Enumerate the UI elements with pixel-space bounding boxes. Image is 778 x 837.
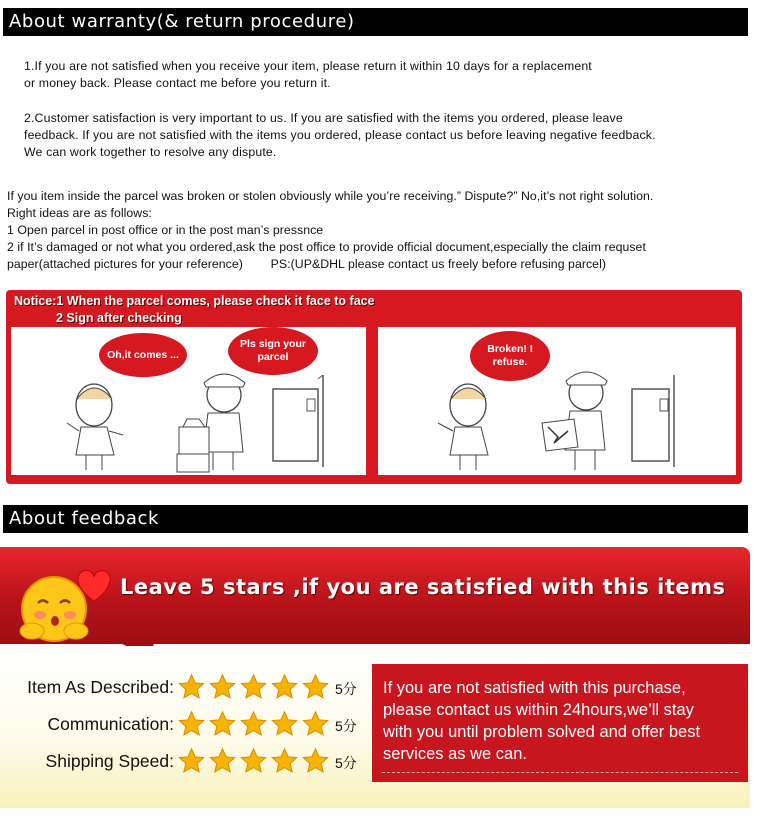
star-icon: [239, 673, 268, 701]
refusal-illustration-icon: [378, 327, 736, 475]
rating-score: 5分: [335, 681, 357, 697]
star-icon: [208, 710, 237, 738]
star-icon: [177, 710, 206, 738]
message-line: services as we can.: [383, 745, 527, 763]
rating-label: Communication:: [47, 713, 174, 734]
feedback-banner: [0, 547, 750, 644]
notice-line-1: Notice:1 When the parcel comes, please check it face to face: [14, 294, 375, 308]
warranty-para-1-line: or money back. Please contact me before you return it.: [24, 76, 331, 90]
banner-text: Leave 5 stars ,if you are satisfied with this items: [120, 575, 726, 599]
speech-bubble-arrival: Oh,it comes ...: [99, 333, 187, 377]
warranty-para-3-line: Right ideas are as follows:: [7, 206, 152, 220]
star-icon: [177, 673, 206, 701]
star-icon: [270, 747, 299, 775]
notice-line-2: 2 Sign after checking: [56, 311, 182, 325]
notice-panel: [6, 290, 742, 484]
warranty-para-3-line: If you item inside the parcel was broken or stolen obviously while you’re receiving.” Dispute?” No,it’s not right solution.: [7, 189, 654, 203]
star-icon: [270, 673, 299, 701]
message-line: please contact us within 24hours,we’ll stay: [383, 701, 694, 719]
star-icon: [208, 747, 237, 775]
warranty-para-2-line: feedback. If you are not satisfied with the items you ordered, please contact us before leaving negative feedback.: [24, 128, 656, 142]
star-icon: [301, 673, 330, 701]
star-icon: [239, 710, 268, 738]
rating-label: Item As Described:: [27, 676, 174, 697]
rating-row: [0, 746, 357, 776]
scene-refuse: [378, 327, 736, 475]
star-group: [177, 710, 332, 738]
dashed-divider: [382, 772, 738, 773]
speech-bubble-sign: Pls sign your parcel: [228, 327, 318, 375]
warranty-para-2-line: We can work together to resolve any dispute.: [24, 145, 277, 159]
satisfaction-message-box: [372, 664, 748, 782]
rating-row: [0, 672, 357, 702]
star-icon: [239, 747, 268, 775]
star-icon: [270, 710, 299, 738]
warranty-para-1: [24, 58, 592, 92]
warranty-para-3-line: paper(attached pictures for your reference) PS:(UP&DHL please contact us freely before refusing parcel): [7, 257, 606, 271]
rating-row: [0, 709, 357, 739]
warranty-para-2: [24, 110, 656, 161]
rating-score: 5分: [335, 755, 357, 771]
warranty-para-3-line: 1 Open parcel in post office or in the post man’s pressnce: [7, 223, 324, 237]
rating-label: Shipping Speed:: [45, 750, 174, 771]
star-icon: [177, 747, 206, 775]
message-line: If you are not satisfied with this purchase,: [383, 679, 686, 697]
warranty-para-1-line: 1.If you are not satisfied when you receive your item, please return it within 10 days for a replacement: [24, 59, 592, 73]
star-icon: [301, 710, 330, 738]
warranty-para-3-line: 2 if It’s damaged or not what you ordered,ask the post office to provide official document,especially the claim requset: [7, 240, 646, 254]
star-group: [177, 673, 332, 701]
star-group: [177, 747, 332, 775]
message-line: with you until problem solved and offer best: [383, 723, 701, 741]
scene-receive: [11, 327, 366, 475]
smiley-heart-icon: [8, 551, 118, 651]
notice-text: [14, 293, 375, 327]
speech-bubble-refuse: Broken! I refuse.: [470, 331, 550, 381]
rating-score: 5分: [335, 718, 357, 734]
star-icon: [208, 673, 237, 701]
star-icon: [301, 747, 330, 775]
feedback-header: About feedback: [3, 505, 748, 533]
warranty-para-3: [7, 188, 653, 273]
warranty-para-2-line: 2.Customer satisfaction is very important to us. If you are satisfied with the items you ordered, please leave: [24, 111, 623, 125]
warranty-header: About warranty(& return procedure): [3, 8, 748, 36]
